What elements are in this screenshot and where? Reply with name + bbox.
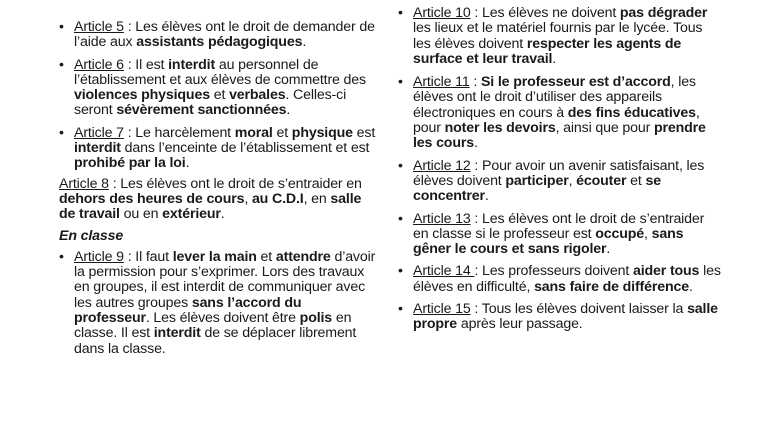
- body-text: : Les élèves ont le droit de s’entraider en classe si le professeur est: [413, 210, 705, 242]
- body-text: , ainsi que pour: [555, 120, 654, 137]
- body-text: et: [626, 172, 646, 189]
- article-label: Article 8: [59, 175, 109, 192]
- emphasis-text: écouter: [576, 172, 627, 189]
- body-text: après leur passage.: [457, 316, 583, 333]
- emphasis-text: prendre les cours: [413, 120, 706, 152]
- emphasis-text: polis: [299, 310, 333, 327]
- emphasis-text: des fins éducatives: [567, 104, 696, 121]
- right-column: [398, 0, 721, 333]
- emphasis-text: attendre: [275, 248, 331, 265]
- article-label: Article 11: [413, 74, 470, 91]
- article-item: [59, 250, 377, 357]
- body-text: ou en: [119, 206, 163, 223]
- article-item: [59, 20, 377, 51]
- emphasis-text: sans l’accord du professeur: [74, 294, 302, 327]
- article-label: Article 15: [413, 301, 471, 318]
- body-text: .: [484, 188, 489, 205]
- emphasis-text: moral: [234, 124, 273, 141]
- body-text: de se déplacer librement dans la classe.: [74, 325, 357, 357]
- body-text: .: [552, 50, 557, 67]
- bullet-icon: •: [59, 19, 64, 35]
- emphasis-text: extérieur: [162, 206, 221, 223]
- body-text: est: [352, 124, 376, 141]
- body-text: et: [272, 124, 292, 141]
- bullet-icon: •: [398, 157, 403, 174]
- article-item: [398, 302, 721, 333]
- body-text: : Il est: [123, 56, 169, 73]
- emphasis-text: noter les devoirs: [444, 120, 556, 137]
- emphasis-text: verbales: [229, 87, 286, 104]
- article-label: Article 12: [413, 157, 471, 174]
- emphasis-text: sans faire de différence: [534, 278, 689, 295]
- bullet-icon: •: [398, 301, 403, 318]
- article-label: Article 9: [74, 248, 124, 265]
- emphasis-text: interdit: [74, 140, 121, 157]
- emphasis-text: prohibé par la loi: [74, 155, 186, 172]
- article-item: [59, 58, 377, 119]
- article-label: Article 14: [413, 263, 475, 280]
- bullet-icon: •: [59, 56, 64, 73]
- body-text: : Tous les élèves doivent laisser la: [470, 301, 688, 318]
- emphasis-text: respecter les agents de surface et leur travail: [413, 35, 682, 67]
- body-text: ,: [644, 225, 652, 242]
- left-column: [59, 0, 377, 357]
- emphasis-text: pas dégrader: [619, 5, 708, 21]
- body-text: dans l’enceinte de l’établissement et est: [120, 140, 370, 157]
- section-heading: En classe: [59, 227, 124, 244]
- emphasis-text: salle de travail: [59, 190, 362, 223]
- emphasis-text: interdit: [153, 325, 201, 342]
- article-item: [398, 159, 721, 205]
- body-text: , pour: [413, 104, 700, 137]
- body-text: : Il faut: [123, 248, 173, 265]
- body-text: .: [286, 102, 291, 119]
- emphasis-text: salle propre: [413, 301, 718, 333]
- body-text: au personnel de l’établissement et aux élèves de commettre des: [74, 56, 366, 88]
- emphasis-text: sévèrement sanctionnées: [116, 102, 287, 119]
- article-label: Article 13: [413, 210, 471, 227]
- body-text: et: [209, 87, 230, 104]
- body-text: : Les élèves ne doivent: [470, 5, 620, 21]
- body-text: d’avoir la permission pour s’exprimer. Lors des travaux en groupes, il est interdit de communiquer avec les autres groupes: [74, 248, 376, 311]
- body-text: .: [688, 278, 693, 295]
- bullet-icon: •: [398, 210, 403, 227]
- emphasis-text: dehors des heures de cours: [59, 190, 245, 207]
- body-text: .: [302, 34, 307, 51]
- body-text: les élèves en difficulté,: [413, 263, 721, 295]
- body-text: , en: [303, 190, 331, 207]
- bullet-icon: •: [398, 74, 403, 91]
- article-paragraph: [59, 177, 377, 223]
- body-text: . Les élèves doivent être: [145, 310, 300, 327]
- emphasis-text: se concentrer: [413, 172, 661, 205]
- bullet-icon: •: [398, 263, 403, 280]
- article-item: [398, 75, 721, 151]
- emphasis-text: sans gêner le cours et sans rigoler: [413, 225, 684, 258]
- body-text: : Les professeurs doivent: [474, 263, 633, 280]
- emphasis-text: assistants pédagogiques: [136, 34, 303, 51]
- body-text: : Les élèves ont le droit de s’entraider en: [108, 175, 362, 192]
- body-text: .: [606, 241, 611, 258]
- body-text: .: [473, 135, 478, 152]
- body-text: : Les élèves ont le droit de demander de l’aide aux: [74, 19, 375, 51]
- body-text: , les élèves ont le droit d’utiliser des appareils électroniques en cours à: [413, 74, 696, 121]
- emphasis-text: lever la main: [172, 248, 257, 265]
- body-text: :: [469, 74, 481, 91]
- article-item: [398, 264, 721, 295]
- emphasis-text: violences physiques: [74, 87, 210, 104]
- emphasis-text: occupé: [595, 225, 645, 242]
- article-label: Article 5: [74, 19, 124, 35]
- emphasis-text: participer: [505, 172, 569, 189]
- article-item: [398, 6, 721, 67]
- article-item: [59, 126, 377, 172]
- emphasis-text: au C.D.I: [251, 190, 304, 207]
- body-text: : Pour avoir un avenir satisfaisant, les élèves doivent: [413, 157, 705, 189]
- bullet-icon: •: [59, 124, 64, 141]
- body-text: en classe. Il est: [74, 310, 352, 342]
- emphasis-text: aider tous: [633, 263, 700, 280]
- body-text: les lieux et le matériel fournis par le lycée. Tous les élèves doivent: [413, 20, 703, 52]
- article-label: Article 7: [74, 124, 124, 141]
- article-item: [398, 212, 721, 258]
- body-text: et: [256, 248, 276, 265]
- article-label: Article 6: [74, 56, 124, 73]
- body-text: .: [220, 206, 225, 223]
- emphasis-text: interdit: [168, 56, 216, 73]
- body-text: ,: [568, 172, 577, 189]
- bullet-icon: •: [398, 5, 403, 21]
- body-text: : Le harcèlement: [123, 124, 235, 141]
- body-text: ,: [244, 190, 252, 207]
- article-label: Article 10: [413, 5, 471, 21]
- bullet-icon: •: [59, 248, 64, 265]
- emphasis-text: Si le professeur est d’accord: [480, 74, 671, 91]
- body-text: . Celles-ci seront: [74, 87, 347, 119]
- emphasis-text: physique: [291, 124, 353, 141]
- body-text: .: [185, 155, 190, 172]
